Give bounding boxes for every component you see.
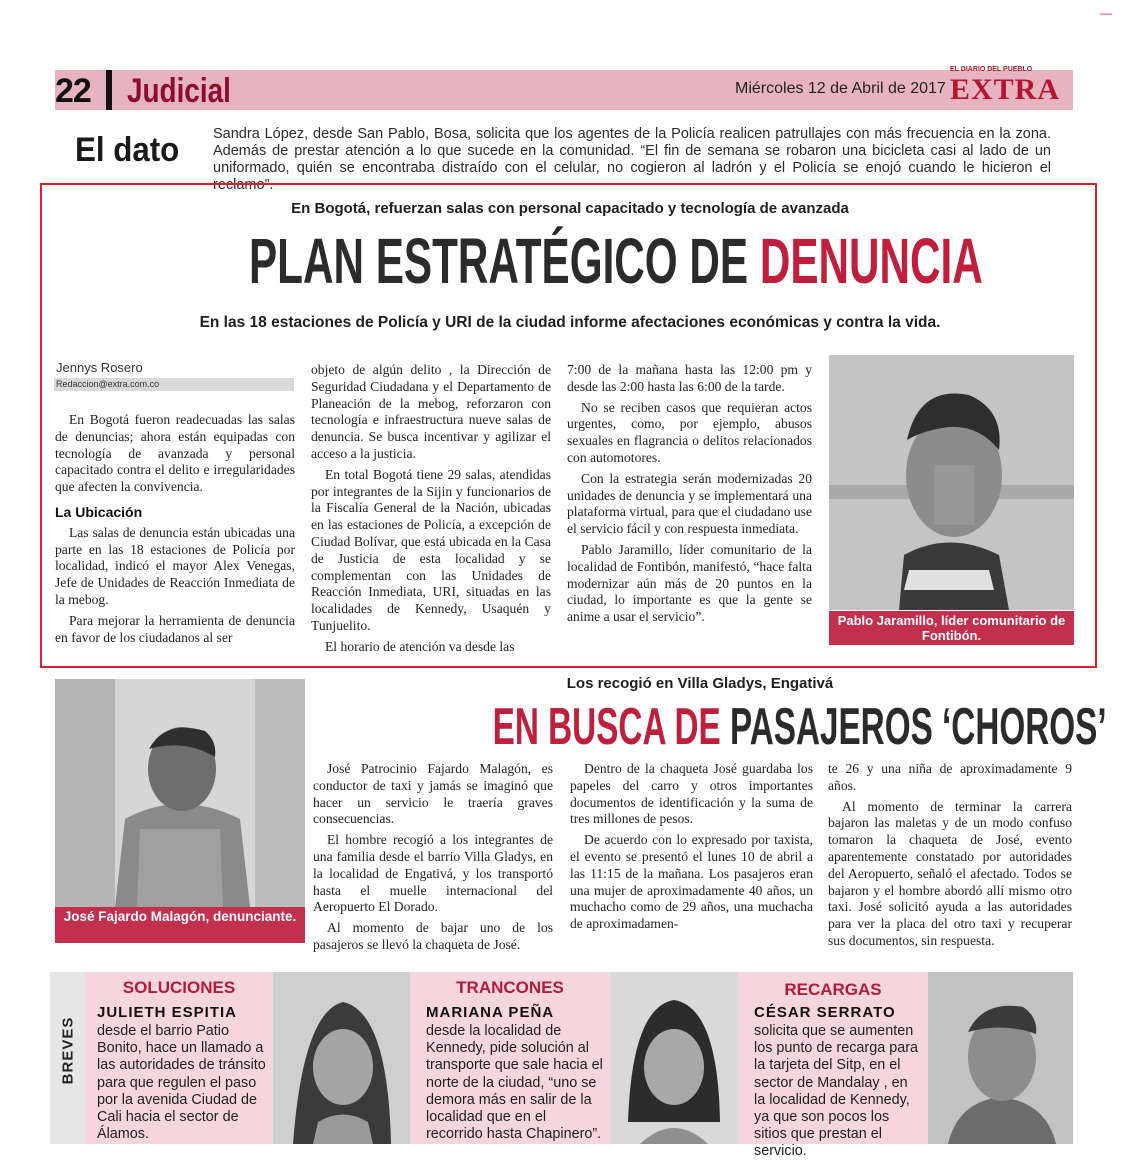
article1-paragraph: 7:00 de la mañana hasta las 12:00 pm y desde las 2:00 hasta las 6:00 de la tarde. [567, 362, 812, 394]
article1-paragraph: Pablo Jaramillo, líder comunitario de la localidad de Fontibón, manifestó, “hace falta modernizar aún más de 20 puntos en la ciudad, lo importante es que la gente se anime a usar el servicio”. [567, 541, 812, 625]
julieth-espitia-photo [273, 972, 410, 1144]
article2-paragraph: De acuerdo con lo expresado por taxista, el evento se presentó el lunes 10 de abril a las 11:15 de la mañana. Los pasajeros eran una mujer de aproximadamente 40 años, un muchacho como de 29 años, una muchacha de aproximadamen- [570, 832, 813, 932]
article1-column-3 [567, 362, 812, 630]
article2-paragraph: Al momento de terminar la carrera bajaron las maletas y de un modo confuso tomaron la chaqueta de José, evento aparentemente constatado por autoridades del Aeropuerto, señaló el afectado. Todos se bajaron y el hombre abordó allí mismo otro taxi. José solicitó ayuda a las autoridades para ver la placa del otro taxi y recuperar sus documentos, sin respuesta. [828, 798, 1072, 948]
el-dato-text: Sandra López, desde San Pablo, Bosa, solicita que los agentes de la Policía realicen patrullajes con más frecuencia en la zona. Además de prestar atención a lo que sucede en la comunidad. “El fin de semana se robaron una bicicleta casi al lado de un uniformado, quién se encontraba distraído con el celular, no cogieron al ladrón y el Policía se enojó cuando le hicieron el reclamo”. [213, 126, 1051, 193]
article2-paragraph: Al momento de bajar uno de los pasajeros se llevó la chaqueta de José. [313, 920, 553, 952]
article1-paragraph: Con la estrategia serán modernizadas 20 unidades de denuncia y se implementará una plataforma virtual, para que el ciudadano use el servicio fácil y con respuesta inmediata. [567, 470, 812, 537]
article1-paragraph: El horario de atención va desde las [325, 638, 515, 654]
article2-paragraph: te 26 y una niña de aproximadamente 9 años. [828, 761, 1072, 793]
article2-column-1 [313, 761, 553, 958]
breves-item-recargas [738, 972, 928, 1160]
portrait-illustration [55, 679, 305, 907]
breves-name: MARIANA PEÑA [426, 1004, 555, 1021]
jose-fajardo-photo [55, 679, 305, 907]
breves-item-soluciones [85, 972, 273, 1144]
breves-item-trancones [410, 972, 610, 1144]
article1-kicker: En Bogotá, refuerzan salas con personal capacitado y tecnología de avanzada [291, 200, 849, 217]
logo-text: EXTRA [950, 73, 1061, 106]
pablo-photo-caption: Pablo Jaramillo, líder comunitario de Fontibón. [829, 611, 1074, 645]
portrait-illustration [829, 355, 1074, 610]
article2-kicker: Los recogió en Villa Gladys, Engativá [566, 675, 834, 692]
article2-column-3 [828, 761, 1072, 954]
jose-photo-caption: José Fajardo Malagón, denunciante. [55, 907, 305, 943]
article2-paragraph: José Patrocinio Fajardo Malagón, es conductor de taxi y jamás se imaginó que hacer un servicio le traería graves consecuencias. [313, 761, 553, 827]
article1-email: Redaccion@extra.com.co [54, 378, 294, 391]
article1-headline-part1: PLAN ESTRATÉGICO DE [248, 225, 749, 297]
article2-headline-part2: PASAJEROS ‘CHOROS’ [729, 698, 1107, 756]
article2-paragraph: El hombre recogió a los integrantes de una familia desde el barrio Villa Gladys, en la localidad de Engativá, y los transportó hasta el muelle internacional del Aeropuerto El Dorado. [313, 832, 553, 915]
breves-name: JULIETH ESPITIA [97, 1004, 238, 1021]
article1-subtitle: La Ubicación [55, 503, 143, 520]
logo-tagline: EL DIARIO DEL PUEBLO [950, 66, 1033, 73]
article2-headline-part1: EN BUSCA DE [492, 698, 721, 756]
article2-column-2 [570, 761, 813, 937]
page-number: 22 [55, 72, 91, 110]
portrait-illustration [610, 972, 738, 1144]
article2-headline [320, 698, 1107, 756]
portrait-illustration [273, 972, 410, 1144]
issue-date: Miércoles 12 de Abril de 2017 [735, 80, 946, 97]
breves-text: solicita que se aumenten los punto de recarga para la tarjeta del Sitp, en el sector de Mandalay , en la localidad de Kennedy, ya que son pocos los sitios que prestan el servicio. [754, 1023, 919, 1160]
article1-paragraph: En total Bogotá tiene 29 salas, atendidas por integrantes de la Sijin y funcionarios de la Fiscalía General de la Nación, ubicadas en las estaciones de Policía, a excepción de Ciudad Bolívar, que está ubicada en la Casa de Justicia de esta localidad y se complementan con las Unidades de Reacción Inmediata, URI, situadas en las localidades de Kennedy, Usaquén y Tunjuelito. [311, 466, 551, 633]
cesar-serrato-photo [928, 972, 1073, 1144]
article1-headline-part2: DENUNCIA [759, 225, 983, 297]
article1-headline [60, 226, 1080, 296]
breves-title: SOLUCIONES [122, 978, 236, 997]
breves-text: desde la localidad de Kennedy, pide solución al transporte que sale hacia el norte de la ciudad, “uno se demora más en salir de la localidad que en el recorrido hasta Chapinero”. [426, 1023, 603, 1143]
article1-column-1 [55, 412, 295, 650]
breves-label-bar [50, 972, 85, 1144]
article1-paragraph: En Bogotá fueron readecuadas las salas de denuncias; ahora están equipadas con tecnología de avanzada y personal capacitado contra el delito e irregularidades que afecten la convivencia. [55, 412, 295, 495]
article1-column-2 [311, 362, 551, 660]
breves-title: RECARGAS [784, 980, 882, 999]
pablo-jaramillo-photo [829, 355, 1074, 610]
article1-paragraph: No se reciben casos que requieran actos urgentes, como, por ejemplo, abusos sexuales en flagrancia o delitos relacionados con automotores. [567, 399, 812, 465]
newspaper-logo [950, 66, 1061, 107]
el-dato-label: El dato [75, 131, 180, 169]
mariana-pena-photo [610, 972, 738, 1144]
article1-author: Jennys Rosero [56, 360, 143, 375]
article1-subhead: En las 18 estaciones de Policía y URI de la ciudad informe afectaciones económicas y contra la vida. [199, 314, 941, 331]
header-divider [106, 70, 112, 110]
section-title: Judicial [127, 72, 231, 110]
breves-label: BREVES [59, 1016, 77, 1085]
corner-mark: — [1100, 6, 1112, 20]
breves-text: desde el barrio Patio Bonito, hace un llamado a las autoridades de tránsito para que regulen el paso por la avenida Ciudad de Cali hacia el sector de Álamos. [97, 1023, 266, 1143]
article1-paragraph: objeto de algún delito , la Dirección de Seguridad Ciudadana y el Departamento de Planeación de la mebog, reforzaron con tecnología e infraestructura nueve salas de denuncia. Se busca incentivar y agilizar el acceso a la justicia. [311, 362, 551, 461]
portrait-illustration [928, 972, 1073, 1144]
breves-name: CÉSAR SERRATO [754, 1004, 896, 1021]
article2-paragraph: Dentro de la chaqueta José guardaba los papeles del carro y otros importantes documentos de identificación y la suma de tres millones de pesos. [570, 761, 813, 827]
article1-paragraph: Para mejorar la herramienta de denuncia en favor de los ciudadanos al ser [55, 612, 295, 645]
article1-paragraph: Las salas de denuncia están ubicadas una parte en las 18 estaciones de Policía por localidad, indicó el mayor Alex Venegas, Jefe de Unidades de Reacción Inmediata de la mebog. [55, 524, 295, 607]
breves-title: TRANCONES [456, 978, 564, 997]
